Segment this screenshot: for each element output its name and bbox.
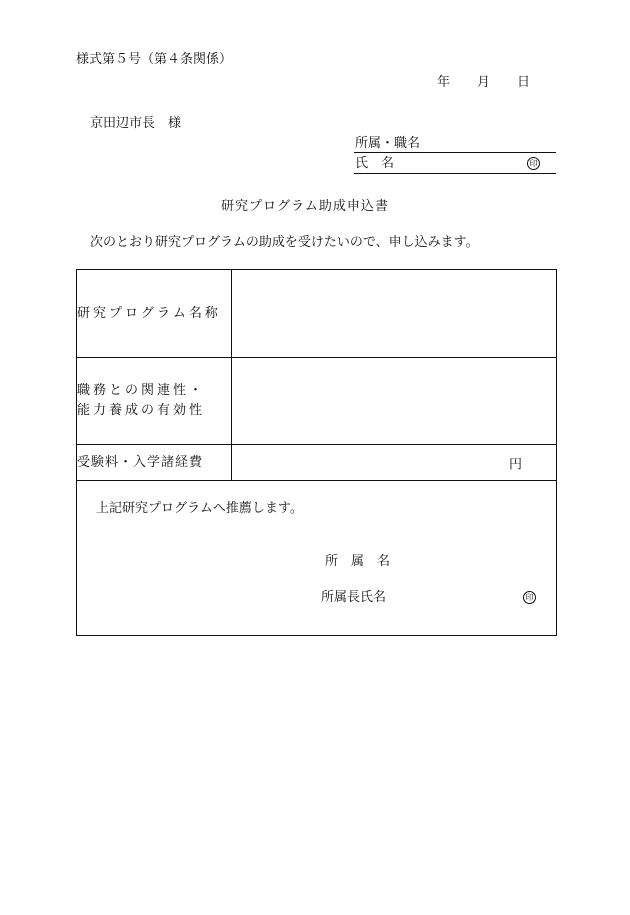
intro-text: 次のとおり研究プログラムの助成を受けたいので、申し込みます。 bbox=[90, 235, 479, 250]
application-table bbox=[76, 269, 557, 636]
department-label: 所 属 名 bbox=[325, 554, 391, 569]
addressee: 京田辺市長 様 bbox=[90, 116, 182, 131]
page-title: 研究プログラム助成申込書 bbox=[221, 199, 389, 214]
cost-value[interactable] bbox=[232, 445, 557, 481]
name-label: 氏 名 bbox=[355, 156, 395, 171]
relevance-value[interactable] bbox=[232, 358, 557, 445]
form-number: 様式第５号（第４条関係） bbox=[76, 52, 233, 67]
department-head-seal-icon: 印 bbox=[523, 591, 536, 604]
relevance-label-line2: 能力養成の有効性 bbox=[77, 403, 206, 418]
date-year: 年 bbox=[437, 75, 451, 90]
relevance-row bbox=[77, 358, 557, 445]
applicant-seal-icon: 印 bbox=[527, 157, 540, 170]
affiliation-label: 所属・職名 bbox=[355, 136, 421, 151]
date-month: 月 bbox=[477, 75, 491, 90]
recommendation-row bbox=[77, 481, 557, 636]
recommendation-cell bbox=[77, 481, 557, 636]
recommendation-text: 上記研究プログラムへ推薦します。 bbox=[96, 501, 303, 516]
program-name-row bbox=[77, 270, 557, 358]
cost-row bbox=[77, 445, 557, 481]
name-underline bbox=[354, 173, 556, 174]
cost-label: 受験料・入学諸経費 bbox=[77, 445, 232, 481]
program-name-label: 研究プログラム名称 bbox=[77, 270, 232, 358]
cost-unit: 円 bbox=[508, 457, 522, 472]
date-day: 日 bbox=[517, 75, 531, 90]
relevance-label bbox=[77, 358, 232, 445]
affiliation-underline bbox=[354, 152, 556, 153]
department-head-name-label: 所属長氏名 bbox=[321, 590, 387, 605]
relevance-label-line1: 職務との関連性・ bbox=[77, 383, 206, 398]
program-name-value[interactable] bbox=[232, 270, 557, 358]
